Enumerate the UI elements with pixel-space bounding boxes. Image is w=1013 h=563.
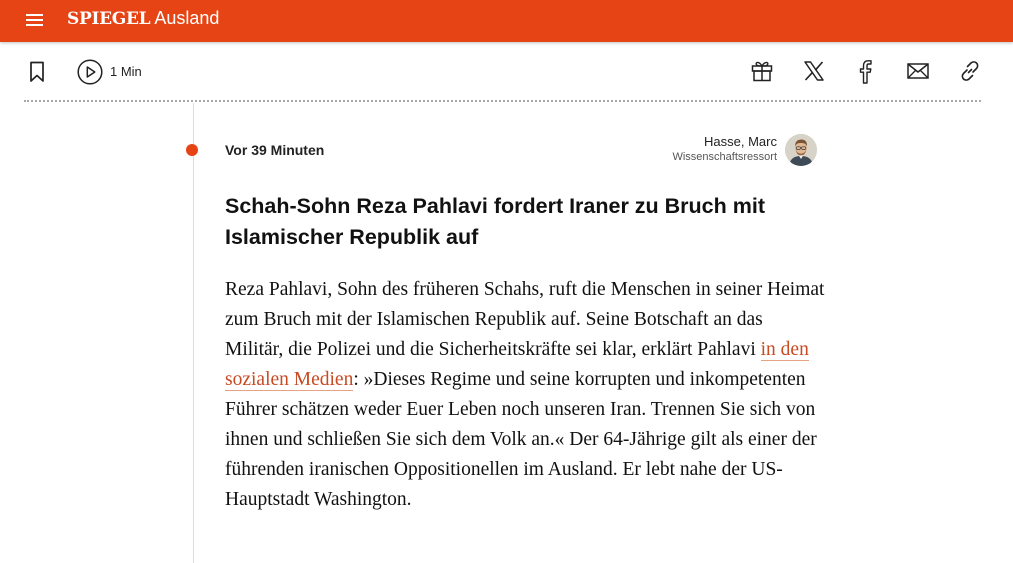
listen-duration[interactable]: 1 Min: [110, 64, 142, 79]
link-icon[interactable]: [959, 60, 981, 87]
author-avatar[interactable]: [785, 134, 817, 166]
body-text-part-1: Reza Pahlavi, Sohn des früheren Schahs, ruft die Menschen in seiner Heimat zum Bruch mit der Islamischen Republik auf. Seine Botschaft an das Militär, die Polizei und die Sicherheitskräfte sei klar, erklärt Pahlavi: [225, 279, 825, 360]
author-department: Wissenschaftsressort: [672, 151, 777, 163]
post-headline: Schah-Sohn Reza Pahlavi fordert Iraner zu Bruch mit Islamischer Republik auf: [225, 194, 765, 249]
section-name: Ausland: [154, 8, 220, 28]
author-info[interactable]: [672, 134, 777, 165]
top-bar: [0, 0, 1013, 42]
body-text-part-2: : »Dieses Regime und seine korrupten und inkompetenten Führer schätzen weder Euer Leben noch unseren Iran. Trennen Sie sich von ihnen und schließen Sie sich dem Volk an.« Der 64-Jährige gilt als einer der führenden iranischen Oppositionellen im Ausland. Er lebt nahe der US-Hauptstadt Washington.: [225, 369, 817, 510]
mail-icon[interactable]: [907, 61, 929, 86]
toolbar-divider: [24, 100, 981, 102]
timeline-dot: [186, 144, 198, 156]
play-icon[interactable]: [77, 59, 103, 90]
gift-icon[interactable]: [751, 60, 773, 87]
brand-logo[interactable]: [67, 8, 219, 29]
article-toolbar: [0, 42, 1013, 102]
brand-name: SPIEGEL: [67, 9, 151, 29]
author-name[interactable]: Hasse, Marc: [704, 134, 777, 149]
post-body: [225, 275, 825, 515]
social-media-link[interactable]: in den sozialen Medien: [225, 339, 809, 390]
x-icon[interactable]: [803, 60, 825, 87]
facebook-icon[interactable]: [855, 60, 877, 89]
post-timestamp: Vor 39 Minuten: [225, 142, 325, 158]
bookmark-icon[interactable]: [29, 61, 45, 88]
timeline-line: [193, 103, 194, 563]
menu-icon[interactable]: [26, 11, 44, 29]
